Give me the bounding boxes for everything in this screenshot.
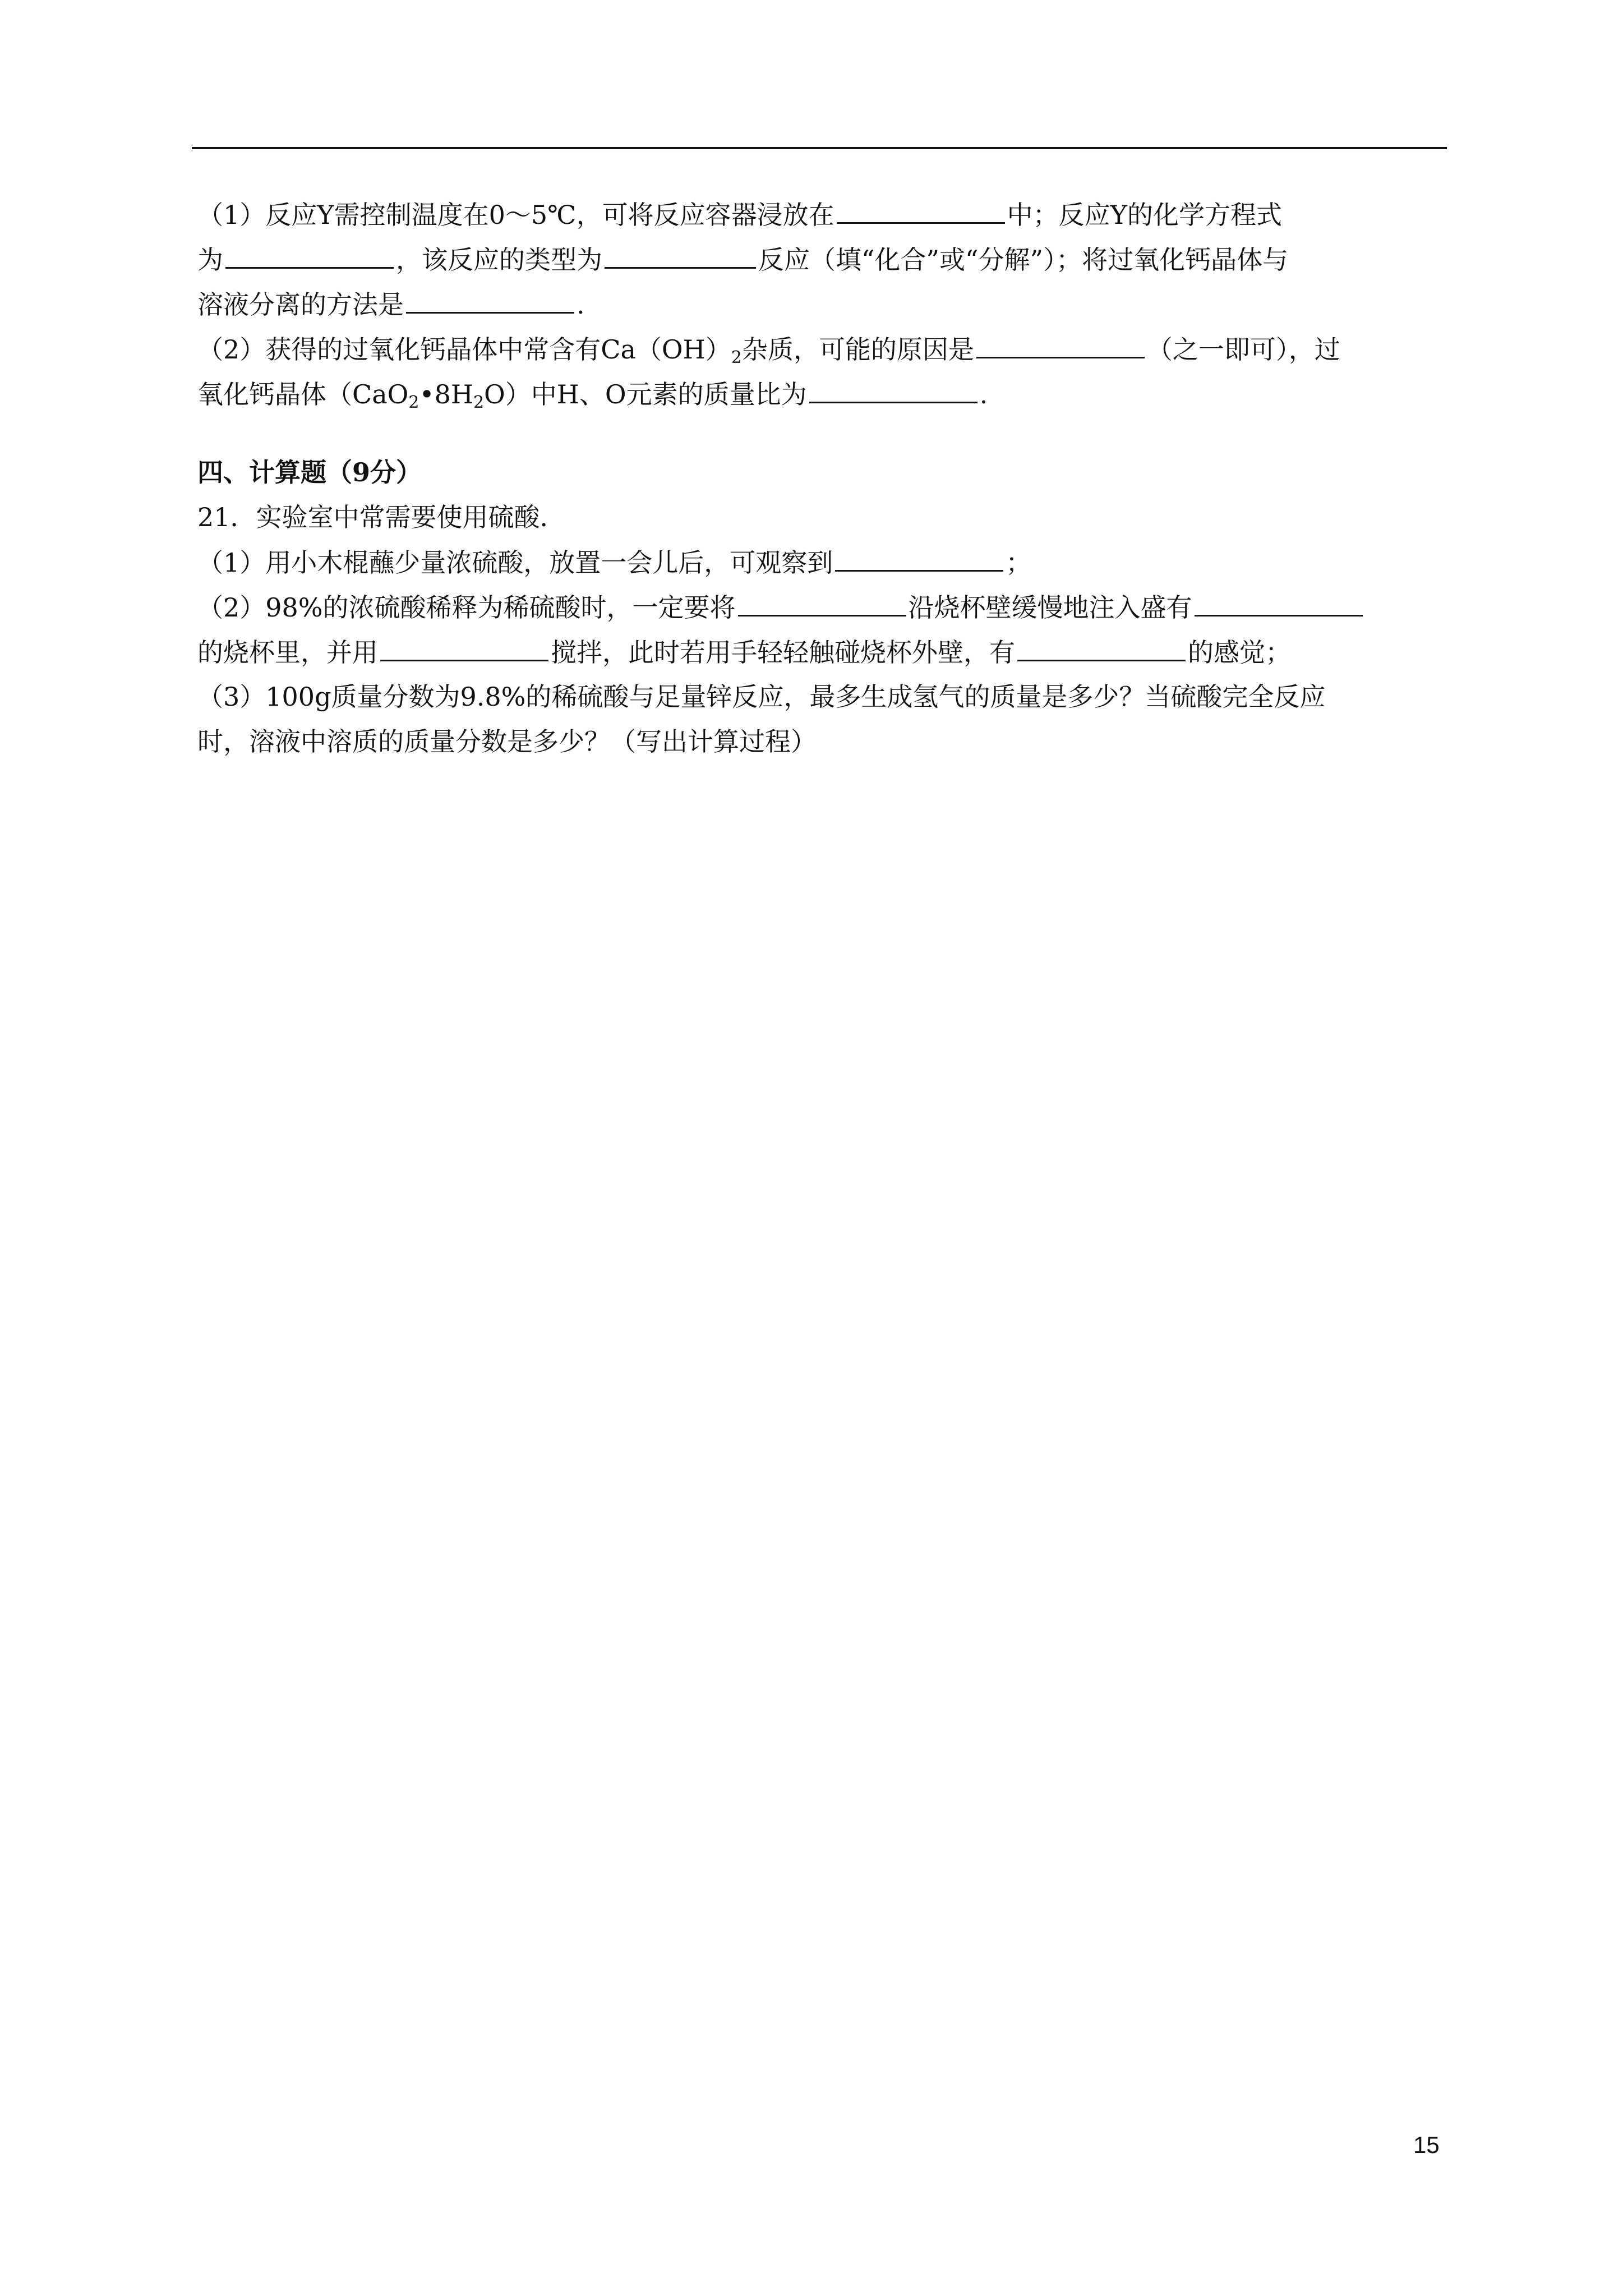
text: 中；反应Y的化学方程式 xyxy=(1007,200,1282,230)
answer-blank[interactable] xyxy=(605,242,756,269)
subscript: 2 xyxy=(473,393,485,412)
text: （2）获得的过氧化钙晶体中常含有Ca（OH） xyxy=(197,334,731,365)
q21-part-1 xyxy=(197,545,1031,579)
text: 杂质，可能的原因是 xyxy=(741,334,974,365)
header-rule xyxy=(192,147,1447,149)
text: （2）98%的浓硫酸稀释为稀硫酸时，一定要将 xyxy=(197,592,736,623)
text: 沿烧杯壁缓慢地注入盛有 xyxy=(908,592,1192,623)
answer-blank[interactable] xyxy=(976,332,1145,358)
text: . xyxy=(577,289,585,320)
q-prev-line-1 xyxy=(197,197,1282,232)
answer-blank[interactable] xyxy=(809,377,978,403)
subscript: 2 xyxy=(731,348,742,367)
q21-part-2-cont xyxy=(197,635,1291,669)
answer-blank[interactable] xyxy=(837,197,1005,224)
page-number: 15 xyxy=(1413,2132,1440,2158)
answer-blank[interactable] xyxy=(225,242,394,269)
text: 为 xyxy=(197,245,223,275)
text: •8H xyxy=(419,379,473,409)
text: （1）用小木棍蘸少量浓硫酸，放置一会儿后，可观察到 xyxy=(197,547,833,578)
q-prev-line-4 xyxy=(197,332,1340,366)
text: O）中H、O元素的质量比为 xyxy=(484,379,807,409)
q21-part-2 xyxy=(197,590,1365,624)
q-prev-line-3 xyxy=(197,287,585,321)
answer-blank[interactable] xyxy=(835,545,1003,572)
text: ，该反应的类型为 xyxy=(396,245,602,275)
question-21: 21．实验室中常需要使用硫酸． xyxy=(197,502,566,532)
subscript: 2 xyxy=(408,393,419,412)
answer-blank[interactable] xyxy=(1195,590,1363,616)
q21-part-3-cont: 时，溶液中溶质的质量分数是多少？（写出计算过程） xyxy=(197,726,817,757)
text: （1）反应Y需控制温度在0～5℃，可将反应容器浸放在 xyxy=(197,200,834,230)
answer-blank[interactable] xyxy=(380,635,548,661)
section-title: 四、计算题（9分） xyxy=(197,457,422,487)
answer-blank[interactable] xyxy=(738,590,906,616)
text: 的烧杯里，并用 xyxy=(197,637,378,668)
text: ； xyxy=(1006,547,1032,578)
text: （之一即可），过 xyxy=(1146,334,1340,365)
text: 反应（填“化合”或“分解”）；将过氧化钙晶体与 xyxy=(758,245,1289,275)
q21-part-3: （3）100g质量分数为9.8%的稀硫酸与足量锌反应，最多生成氢气的质量是多少？当硫酸完全反应 xyxy=(197,682,1326,712)
answer-blank[interactable] xyxy=(1017,635,1186,661)
q-prev-line-2 xyxy=(197,242,1288,277)
q-prev-line-5 xyxy=(197,377,988,411)
text: 氧化钙晶体（CaO xyxy=(197,379,409,409)
text: . xyxy=(979,379,988,409)
answer-blank[interactable] xyxy=(406,287,574,314)
text: 搅拌，此时若用手轻轻触碰烧杯外壁，有 xyxy=(551,637,1015,668)
text: 溶液分离的方法是 xyxy=(197,289,404,320)
text: 的感觉； xyxy=(1188,637,1291,668)
